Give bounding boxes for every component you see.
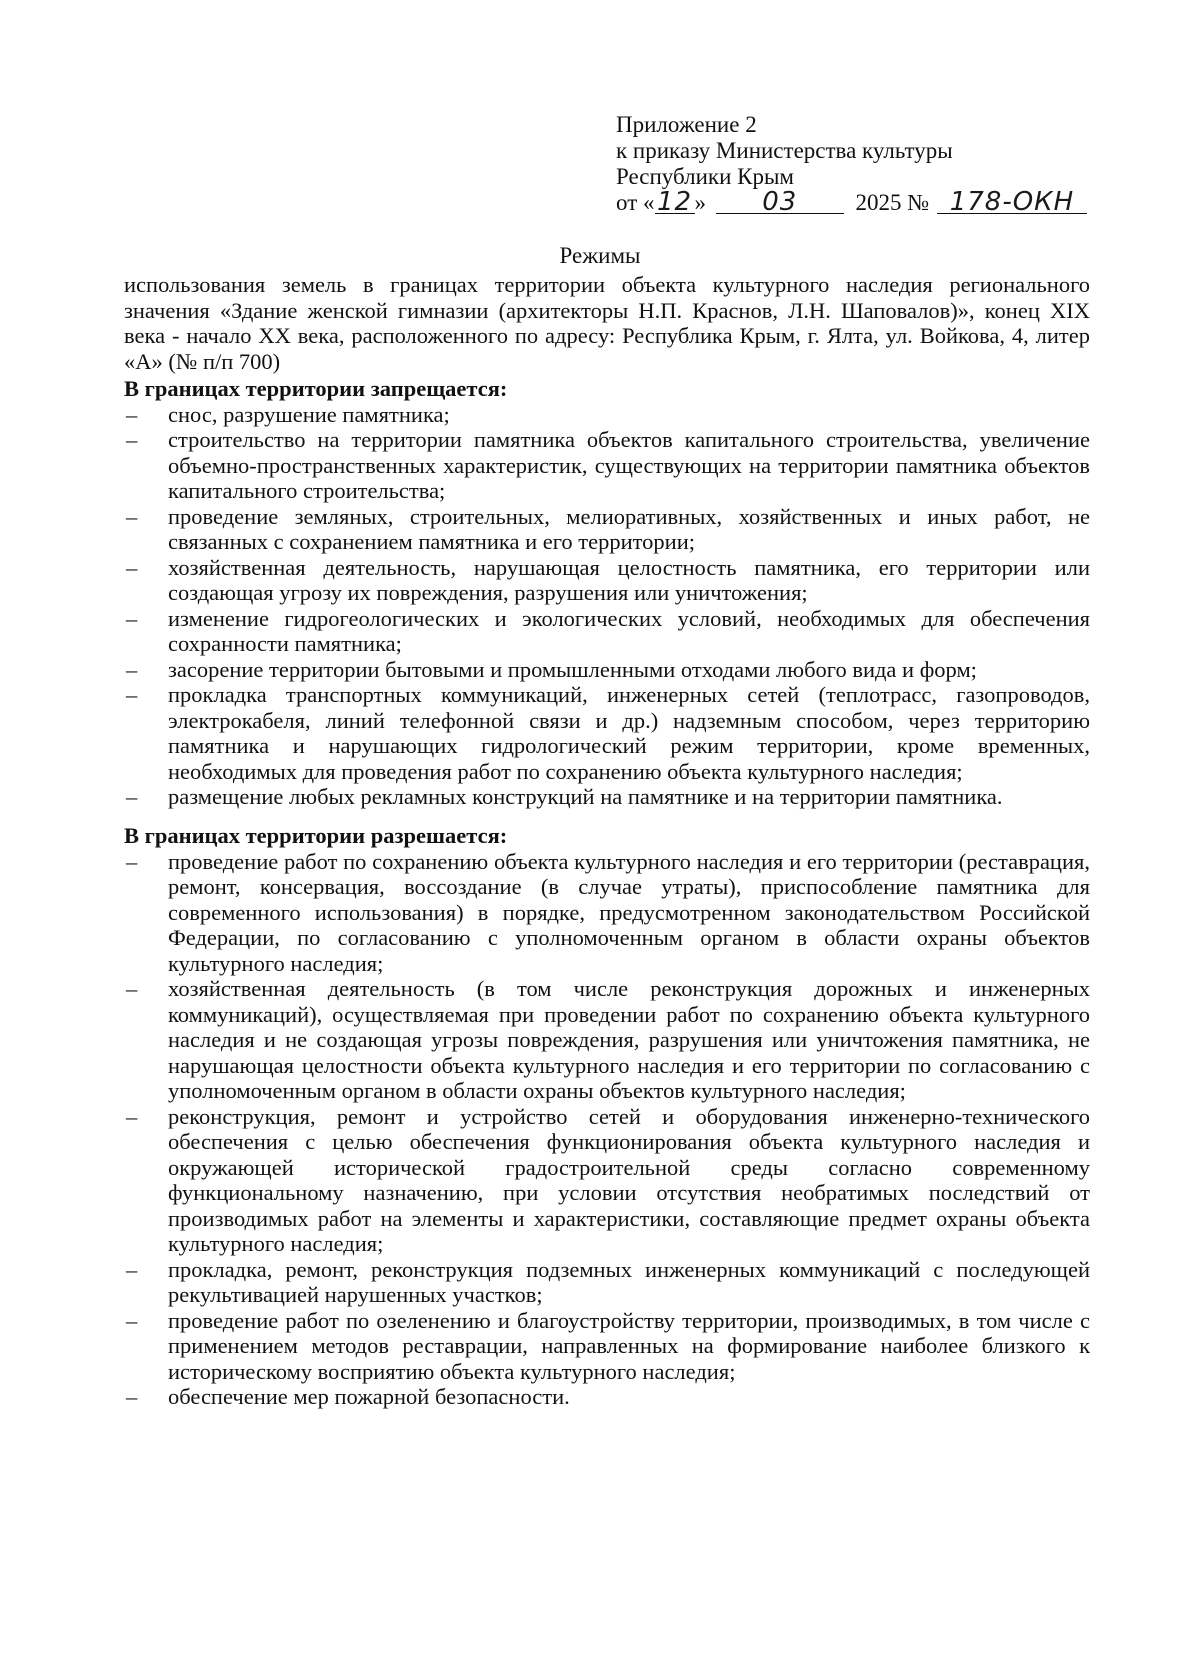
permitted-item-text: прокладка, ремонт, реконструкция подземных инженерных коммуникаций с последующей рекультивацией нарушенных участков; (168, 1256, 1090, 1307)
prohibited-item (124, 784, 1090, 810)
prohibited-section (124, 376, 1090, 810)
prohibited-item (124, 606, 1090, 657)
prohibited-item-text: прокладка транспортных коммуникаций, инженерных сетей (теплотрасс, газопроводов, электрокабеля, линий телефонной связи и др.) надземным способом, через территорию памятника и нарушающих гидрологический режим территории, кроме временных, необходимых для проведения работ по сохранению объекта культурного наследия; (168, 682, 1090, 784)
prohibited-item-text: хозяйственная деятельность, нарушающая целостность памятника, его территории или создающая угрозу их повреждения, разрушения или уничтожения; (168, 554, 1090, 605)
appendix-line-2: к приказу Министерства культуры (616, 138, 953, 163)
appendix-line-1: Приложение 2 (616, 112, 757, 137)
prohibited-item-text: снос, разрушение памятника; (168, 401, 450, 427)
date-close-quote: » (694, 190, 706, 215)
prohibited-item-text: строительство на территории памятника объектов капитального строительства, увеличение объемно-пространственных характеристик, существующих на территории памятника объектов капитального строительства; (168, 427, 1090, 503)
permitted-item (124, 849, 1090, 977)
dash-bullet: – (126, 976, 138, 1001)
prohibited-item-text: изменение гидрогеологических и экологических условий, необходимых для обеспечения сохранности памятника; (168, 605, 1090, 656)
prohibited-item (124, 682, 1090, 784)
order-month: 03 (716, 191, 844, 214)
prohibited-list (124, 402, 1090, 810)
dash-bullet: – (126, 1307, 138, 1333)
document-intro: использования земель в границах территории объекта культурного наследия регионального значения «Здание женской гимназии (архитекторы Н.П. Краснов, Л.Н. Шаповалов)», конец XIX века - начало XX века, расположенного по адресу: Республика Крым, г. Ялта, ул. Войкова, 4, литер «А» (№ п/п 700) (124, 272, 1090, 374)
permitted-item-text: обеспечение мер пожарной безопасности. (168, 1384, 570, 1409)
permitted-item-text: хозяйственная деятельность (в том числе реконструкция дорожных и инженерных коммуникаций), осуществляемая при проведении работ по сохранению объекта культурного наследия и не создающая угрозы повреждения, разрушения или уничтожения памятника, не нарушающая целостности объекта культурного наследия и его территории по согласованию с уполномоченным органом в области охраны объектов культурного наследия; (168, 976, 1090, 1103)
dash-bullet: – (126, 554, 138, 580)
appendix-header (616, 112, 1086, 220)
prohibited-item (124, 657, 1090, 683)
dash-bullet: – (126, 784, 138, 809)
prohibited-item-text: проведение земляных, строительных, мелиоративных, хозяйственных и иных работ, не связанных с сохранением памятника и его территории; (168, 503, 1090, 554)
dash-bullet: – (126, 427, 138, 452)
prohibited-item (124, 504, 1090, 555)
dash-bullet: – (126, 605, 138, 631)
permitted-item-text: проведение работ по сохранению объекта культурного наследия и его территории (реставрация, ремонт, консервация, воссоздание (в случае утраты), приспособление памятника для современного использования) в порядке, предусмотренном законодательством Российской Федерации, по согласованию с уполномоченным органом в области охраны объектов культурного наследия; (168, 848, 1090, 976)
dash-bullet: – (126, 682, 138, 707)
order-date-number (616, 187, 1086, 220)
dash-bullet: – (126, 656, 138, 682)
permitted-item-text: проведение работ по озеленению и благоустройству территории, производимых, в том числе с применением методов реставрации, направленных на формирование наиболее близкого к историческому восприятию объекта культурного наследия; (168, 1307, 1090, 1384)
prohibited-item-text: размещение любых рекламных конструкций на памятнике и на территории памятника. (168, 784, 1003, 809)
permitted-item (124, 976, 1090, 1104)
date-prefix: от « (616, 190, 655, 215)
permitted-item (124, 1384, 1090, 1410)
permitted-item (124, 1308, 1090, 1385)
permitted-item (124, 1257, 1090, 1308)
permitted-heading: В границах территории разрешается: (124, 823, 508, 848)
prohibited-item-text: засорение территории бытовыми и промышленными отходами любого вида и форм; (168, 656, 977, 682)
permitted-item-text: реконструкция, ремонт и устройство сетей и оборудования инженерно-технического обеспечения с целью обеспечения функционирования объекта культурного наследия и окружающей исторической градостроительной среды согласно современному функциональному назначению, при условии отсутствия необратимых последствий от производимых работ на элементы и характеристики, составляющие предмет охраны объекта культурного наследия; (168, 1103, 1090, 1256)
order-day: 12 (655, 191, 695, 214)
prohibited-item (124, 427, 1090, 504)
permitted-list (124, 849, 1090, 1410)
prohibited-heading: В границах территории запрещается: (124, 376, 508, 401)
order-year: 2025 № (855, 190, 930, 215)
dash-bullet: – (126, 1384, 138, 1409)
dash-bullet: – (126, 1256, 138, 1282)
dash-bullet: – (126, 503, 138, 529)
appendix-line-3: Республики Крым (616, 164, 794, 189)
prohibited-item (124, 555, 1090, 606)
dash-bullet: – (126, 1103, 138, 1129)
prohibited-item (124, 402, 1090, 428)
permitted-item (124, 1104, 1090, 1257)
dash-bullet: – (126, 848, 138, 874)
document-title: Режимы (559, 243, 641, 268)
order-number: 178-ОКН (937, 191, 1087, 214)
dash-bullet: – (126, 401, 138, 427)
permitted-section (124, 823, 1090, 1410)
